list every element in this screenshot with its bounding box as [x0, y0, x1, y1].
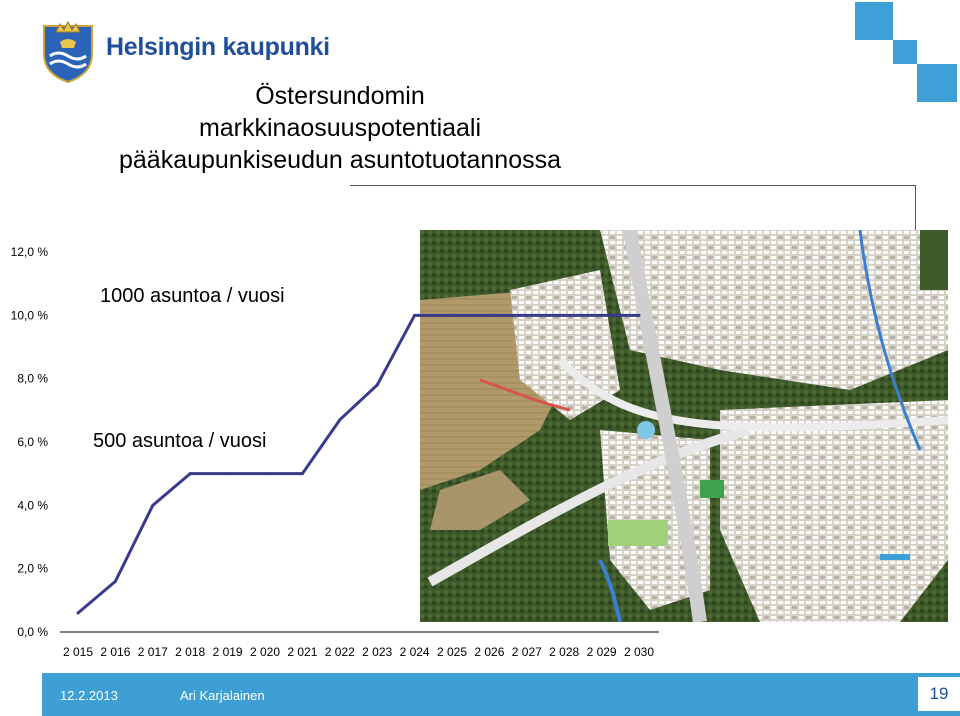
x-tick-label: 2 024: [399, 645, 430, 659]
slide-title: [60, 80, 620, 176]
title-line-1: Östersundomin: [255, 82, 425, 110]
x-axis-ticks: [63, 645, 654, 659]
x-tick-label: 2 022: [324, 645, 355, 659]
page-number: 19: [918, 677, 960, 711]
frame-top-line: [350, 185, 916, 186]
brand-name: Helsingin kaupunki: [106, 33, 330, 61]
title-line-3: pääkaupunkiseudun asuntotuotannossa: [118, 146, 562, 174]
series-point: [301, 472, 304, 475]
x-tick-label: 2 020: [249, 645, 281, 659]
series-point: [338, 418, 341, 421]
series-point: [451, 314, 454, 317]
series-point: [114, 580, 117, 583]
y-tick-label: 8,0 %: [17, 371, 48, 386]
series-point: [638, 314, 641, 317]
series-point: [264, 472, 267, 475]
share-line-chart: [0, 230, 700, 670]
annotation-1000: 1000 asuntoa / vuosi: [100, 285, 285, 307]
y-tick-label: 10,0 %: [10, 308, 48, 323]
x-tick-label: 2 016: [100, 645, 131, 659]
footer-bar: [42, 673, 960, 716]
x-tick-label: 2 027: [511, 645, 542, 659]
x-tick-label: 2 025: [436, 645, 468, 659]
y-tick-label: 0,0 %: [17, 625, 48, 639]
series-point: [226, 472, 229, 475]
y-axis-ticks: [11, 245, 49, 639]
y-tick-label: 2,0 %: [17, 561, 48, 576]
series-point: [376, 384, 379, 387]
x-tick-label: 2 018: [175, 645, 206, 659]
series-point: [563, 314, 566, 317]
x-tick-label: 2 017: [137, 645, 168, 659]
x-tick-label: 2 029: [586, 645, 617, 659]
series-point: [525, 314, 528, 317]
decor-square-2: [893, 40, 917, 64]
decor-square-3: [917, 64, 957, 102]
footer-date: 12.2.2013: [60, 688, 118, 703]
x-tick-label: 2 030: [623, 645, 655, 659]
series-point: [77, 612, 80, 615]
y-tick-label: 4,0 %: [17, 498, 48, 513]
series-point: [488, 314, 491, 317]
y-tick-label: 6,0 %: [17, 435, 48, 449]
footer-author: Ari Karjalainen: [180, 688, 265, 703]
x-tick-label: 2 028: [549, 645, 580, 659]
y-tick-label: 12,0 %: [10, 245, 48, 259]
series-point: [151, 504, 154, 507]
x-tick-label: 2 019: [212, 645, 243, 659]
series-point: [600, 314, 603, 317]
title-line-2: markkinaosuuspotentiaali: [198, 114, 482, 142]
x-tick-label: 2 026: [474, 645, 505, 659]
x-tick-label: 2 015: [62, 645, 94, 659]
annotation-500: 500 asuntoa / vuosi: [93, 430, 267, 452]
series-point: [189, 472, 192, 475]
series-points: [77, 314, 641, 615]
series-point: [413, 314, 416, 317]
decor-square-1: [855, 2, 893, 40]
helsinki-crest-icon: [40, 18, 96, 84]
x-tick-label: 2 021: [287, 645, 318, 659]
series-line: [78, 315, 639, 613]
frame-right-line: [915, 185, 916, 230]
x-tick-label: 2 023: [362, 645, 393, 659]
